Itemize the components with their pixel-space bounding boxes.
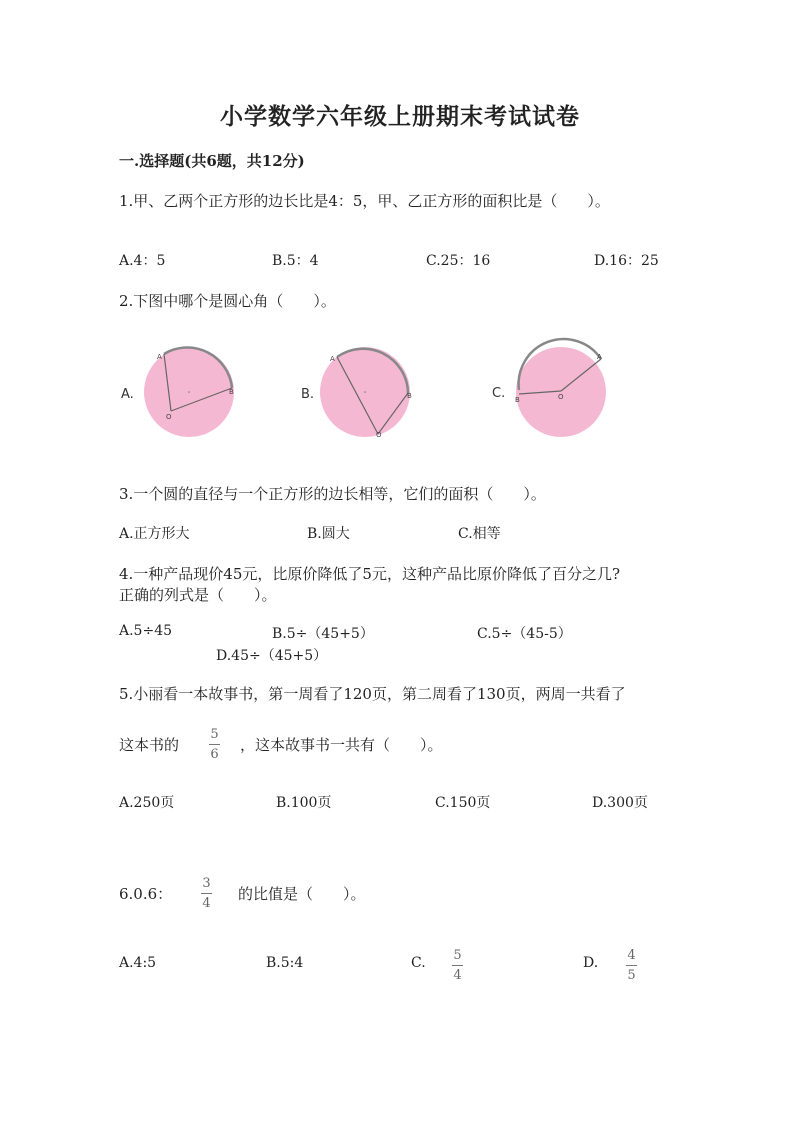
circle-figures bbox=[115, 335, 635, 445]
question-5-option-c: C.150页 bbox=[435, 795, 491, 811]
section-heading: 一.选择题(共6题，共12分) bbox=[119, 152, 305, 170]
figure-b bbox=[301, 347, 412, 439]
figure-c bbox=[492, 339, 606, 437]
question-6-option-c-fraction bbox=[452, 948, 463, 983]
question-4-stem-line1: 4.一种产品现价45元，比原价降低了5元，这种产品比原价降低了百分之几? bbox=[119, 565, 620, 583]
question-1-option-d: D.16：25 bbox=[594, 253, 659, 269]
fraction-bar bbox=[626, 965, 637, 966]
question-4-stem-line2: 正确的列式是（ ）。 bbox=[119, 586, 277, 604]
fraction-denominator: 5 bbox=[627, 968, 636, 983]
figure-b-point-b: B bbox=[407, 392, 412, 400]
fraction-bar bbox=[201, 893, 212, 894]
fraction-numerator: 5 bbox=[210, 727, 219, 742]
figure-b-label: B. bbox=[301, 387, 315, 402]
question-4-option-a: A.5÷45 bbox=[119, 623, 173, 639]
fraction-denominator: 4 bbox=[453, 968, 462, 983]
question-6-option-d: D. bbox=[583, 955, 599, 971]
figure-b-point-o: O bbox=[376, 431, 382, 439]
question-6-option-b: B.5:4 bbox=[266, 955, 304, 971]
question-3-option-b: B.圆大 bbox=[307, 526, 350, 542]
question-4-option-d: D.45÷（45+5） bbox=[216, 648, 328, 664]
question-3-option-c: C.相等 bbox=[458, 526, 501, 542]
question-5-stem-post: ，这本故事书一共有（ ）。 bbox=[240, 736, 443, 754]
page-title: 小学数学六年级上册期末考试试卷 bbox=[220, 103, 580, 130]
figure-c-point-b: B bbox=[515, 396, 520, 404]
question-1-option-b: B.5：4 bbox=[272, 253, 319, 269]
fraction-numerator: 5 bbox=[453, 948, 462, 963]
fraction-numerator: 3 bbox=[202, 876, 211, 891]
question-5-fraction bbox=[209, 727, 220, 762]
question-6-option-c: C. bbox=[411, 955, 426, 971]
figure-b-point-a: A bbox=[330, 355, 335, 363]
figure-c-label: C. bbox=[492, 386, 506, 401]
fraction-denominator: 6 bbox=[210, 747, 219, 762]
question-4-option-b: B.5÷（45+5） bbox=[272, 626, 374, 642]
question-5-option-a: A.250页 bbox=[119, 795, 175, 811]
question-5-option-d: D.300页 bbox=[592, 795, 648, 811]
figure-c-point-a: A bbox=[597, 353, 602, 361]
question-5-stem-pre: 这本书的 bbox=[119, 736, 180, 754]
question-5-option-b: B.100页 bbox=[276, 795, 332, 811]
fraction-numerator: 4 bbox=[627, 948, 636, 963]
fraction-bar bbox=[209, 744, 220, 745]
question-6-stem-post: 的比值是（ ）。 bbox=[238, 885, 366, 903]
question-2-stem: 2.下图中哪个是圆心角（ ）。 bbox=[119, 292, 336, 310]
question-1-option-c: C.25：16 bbox=[426, 253, 491, 269]
figure-a-label: A. bbox=[121, 387, 134, 402]
question-6-fraction bbox=[201, 876, 212, 911]
question-6-stem-pre: 6.0.6： bbox=[119, 885, 173, 903]
question-5-stem-line1: 5.小丽看一本故事书，第一周看了120页，第二周看了130页，两周一共看了 bbox=[119, 685, 626, 703]
question-3-option-a: A.正方形大 bbox=[119, 526, 190, 542]
question-6-option-d-fraction bbox=[626, 948, 637, 983]
question-1-option-a: A.4：5 bbox=[119, 253, 166, 269]
question-4-option-c: C.5÷（45-5） bbox=[477, 626, 572, 642]
figure-c-circle bbox=[516, 347, 606, 437]
figure-a bbox=[121, 347, 234, 437]
figure-a-point-b: B bbox=[229, 388, 234, 396]
figure-a-point-o: O bbox=[166, 413, 172, 421]
figure-a-point-a: A bbox=[157, 353, 162, 361]
question-3-stem: 3.一个圆的直径与一个正方形的边长相等，它们的面积（ ）。 bbox=[119, 485, 546, 503]
question-6-option-a: A.4:5 bbox=[119, 955, 157, 971]
figure-c-point-o: O bbox=[558, 393, 564, 401]
question-1-stem: 1.甲、乙两个正方形的边长比是4：5，甲、乙正方形的面积比是（ ）。 bbox=[119, 192, 610, 210]
fraction-denominator: 4 bbox=[202, 896, 211, 911]
fraction-bar bbox=[452, 965, 463, 966]
